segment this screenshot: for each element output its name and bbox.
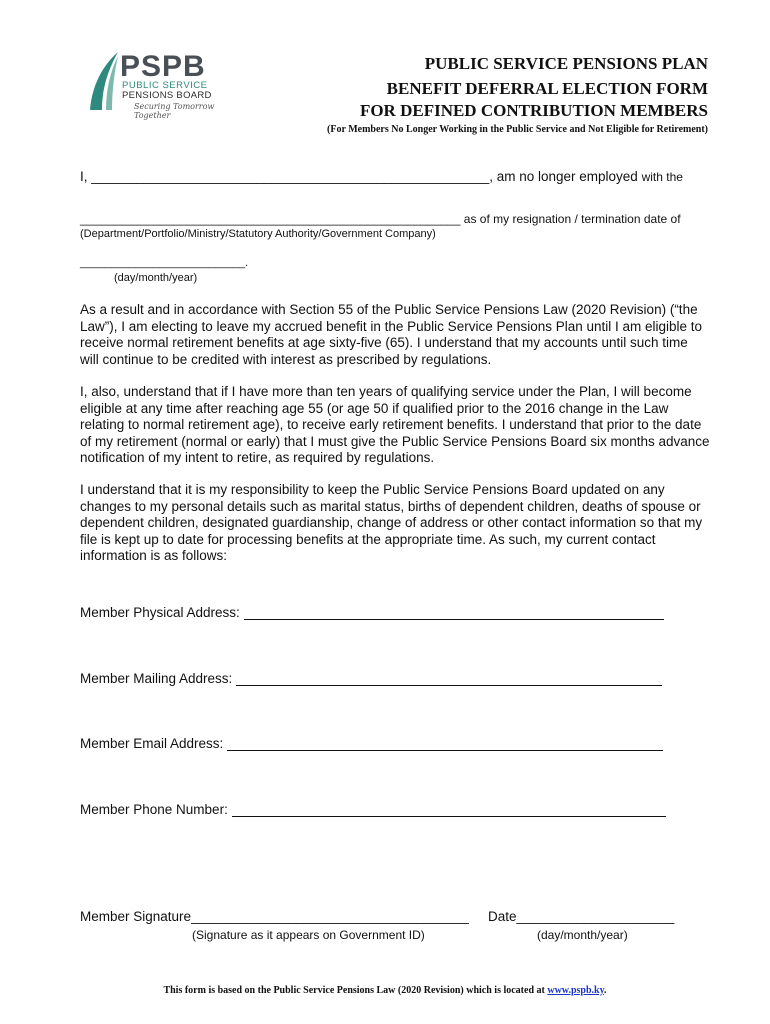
- employed-text: , am no longer employed: [489, 169, 638, 184]
- signature-row: [80, 909, 469, 924]
- department-caption: (Department/Portfolio/Ministry/Statutory Authority/Government Company): [80, 228, 436, 240]
- termination-date-blank[interactable]: ___________________________.: [80, 257, 249, 269]
- termination-date-caption: (day/month/year): [114, 272, 198, 284]
- email-address-field[interactable]: [227, 736, 663, 751]
- physical-address-row: [80, 602, 664, 620]
- with-the-text: with the: [641, 170, 683, 184]
- phone-number-label: Member Phone Number:: [80, 802, 228, 817]
- mailing-address-label: Member Mailing Address:: [80, 671, 233, 686]
- statement-line1: [80, 169, 683, 184]
- form-title-plan: PUBLIC SERVICE PENSIONS PLAN: [424, 54, 708, 73]
- phone-number-field[interactable]: [232, 802, 666, 817]
- paragraph-early-retirement: I, also, understand that if I have more than ten years of qualifying service under the Plan, I will become eligible at any time after reaching age 55 (or age 50 if qualified prior to the 2016 change in the Law relating to normal retirement age), to receive early retirement benefits. I understand that prior to the date of my retirement (normal or early) that I must give the Public Service Pensions Board six months advance notification of my intent to retire, as required by regulations.: [80, 384, 710, 465]
- logo-line1: PUBLIC SERVICE: [122, 80, 208, 91]
- signature-date-blank[interactable]: _____________________: [516, 909, 675, 924]
- signature-blank[interactable]: _____________________________________: [191, 909, 469, 924]
- email-address-row: [80, 733, 663, 751]
- paragraph-responsibility: I understand that it is my responsibility to keep the Public Service Pensions Board updated on any changes to my personal details such as marital status, births of dependent children, deaths of spouse or dependent children, designated guardianship, change of address or other contact information so that my file is kept up to date for processing benefits at the appropriate time. As such, my current contact information is as follows:: [80, 482, 703, 563]
- logo-acronym: PSPB: [120, 50, 206, 83]
- physical-address-label: Member Physical Address:: [80, 605, 240, 620]
- signature-date-caption: (day/month/year): [537, 928, 628, 942]
- mailing-address-row: [80, 668, 662, 686]
- resignation-text: as of my resignation / termination date of: [463, 212, 681, 226]
- i-prefix: I,: [80, 169, 88, 184]
- logo-tagline: Securing Tomorrow Together: [134, 102, 215, 120]
- paragraph-election: As a result and in accordance with Section 55 of the Public Service Pensions Law (2020 Revision) (“the Law”), I am electing to leave my accrued benefit in the Public Service Pensions Plan until I am eligible to receive normal retirement benefits at age sixty-five (65). I understand that my accounts until such time will continue to be credited with interest as prescribed by regulations.: [80, 302, 703, 367]
- name-blank[interactable]: _____________________________________________________: [91, 169, 490, 184]
- department-blank[interactable]: _________________________________________________________: [80, 212, 461, 226]
- statement-line2: [80, 212, 681, 226]
- form-title-election: BENEFIT DEFERRAL ELECTION FORM: [386, 79, 708, 98]
- mailing-address-field[interactable]: [236, 671, 662, 686]
- email-address-label: Member Email Address:: [80, 736, 224, 751]
- form-subtitle: (For Members No Longer Working in the Public Service and Not Eligible for Retirement): [327, 124, 708, 135]
- phone-number-row: [80, 799, 666, 817]
- logo-line2: PENSIONS BOARD: [122, 90, 212, 101]
- pspb-website-link[interactable]: www.pspb.ky: [547, 985, 605, 996]
- form-title-members: FOR DEFINED CONTRIBUTION MEMBERS: [359, 101, 708, 120]
- signature-label: Member Signature: [80, 909, 192, 924]
- footer-period: .: [604, 985, 607, 996]
- pspb-logo: [88, 50, 218, 120]
- footer-text: This form is based on the Public Service Pensions Law (2020 Revision) which is located at: [163, 985, 545, 996]
- footer-note: [0, 985, 770, 996]
- signature-date-label: Date: [488, 909, 517, 924]
- signature-date-row: [488, 909, 674, 924]
- physical-address-field[interactable]: [244, 605, 664, 620]
- signature-caption: (Signature as it appears on Government ID): [192, 928, 425, 942]
